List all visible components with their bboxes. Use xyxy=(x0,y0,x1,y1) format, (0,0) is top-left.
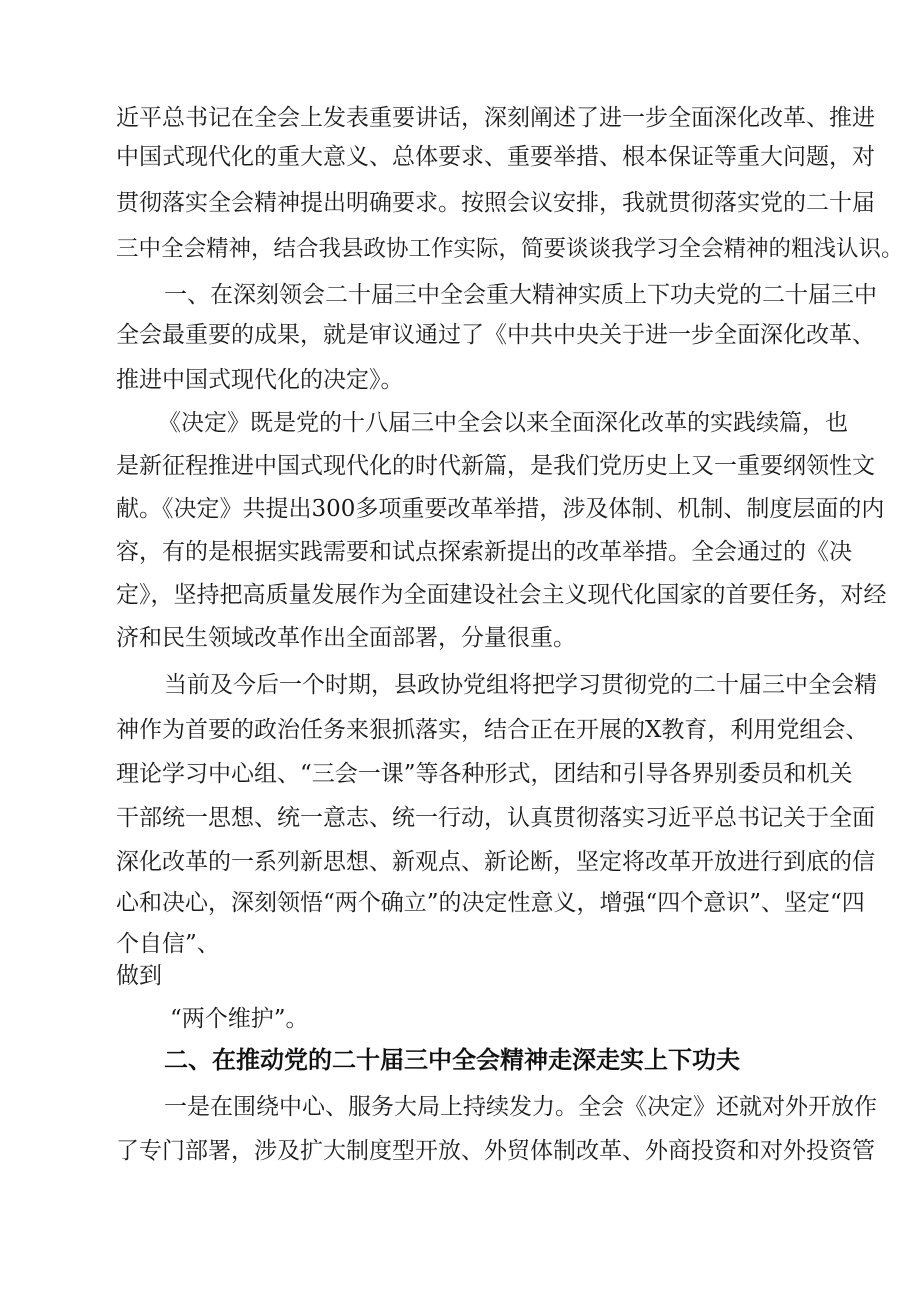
text-line: 一、在深刻领会二十届三中全会重大精神实质上下功夫党的二十届三中 xyxy=(164,282,877,308)
text-line: 中国式现代化的重大意义、总体要求、重要举措、根本保证等重大问题，对 xyxy=(116,144,875,170)
text-line: 是新征程推进中国式现代化的时代新篇，是我们党历史上又一重要纲领性文 xyxy=(116,453,875,479)
section-heading: 二、在推动党的二十届三中全会精神走深走实上下功夫 xyxy=(164,1046,740,1074)
text-line: 理论学习中心组、“三会一课”等各种形式，团结和引导各界别委员和机关 xyxy=(116,761,853,787)
text-line: 济和民生领域改革作出全面部署，分量很重。 xyxy=(116,625,576,651)
text-line: 《决定》既是党的十八届三中全会以来全面深化改革的实践续篇，也 xyxy=(158,410,848,436)
text-line: 近平总书记在全会上发表重要讲话，深刻阐述了进一步全面深化改革、推进 xyxy=(116,105,875,131)
text-line: 个自信”、 xyxy=(116,931,220,957)
text-line: “两个维护”。 xyxy=(170,1006,309,1032)
text-line: 了专门部署，涉及扩大制度型开放、外贸体制改革、外商投资和对外投资管 xyxy=(116,1138,875,1164)
text-line: 干部统一思想、统一意志、统一行动，认真贯彻落实习近平总书记关于全面 xyxy=(116,805,875,831)
text-line: 一是在围绕中心、服务大局上持续发力。全会《决定》还就对外开放作 xyxy=(164,1094,877,1120)
text-line: 全会最重要的成果，就是审议通过了《中共中央关于进一步全面深化改革、 xyxy=(116,322,875,348)
text-line: 深化改革的一系列新思想、新观点、新论断，坚定将改革开放进行到底的信 xyxy=(116,849,875,875)
text-line: 当前及今后一个时期，县政协党组将把学习贯彻党的二十届三中全会精 xyxy=(164,672,877,698)
text-line: 心和决心，深刻领悟“两个确立”的决定性意义，增强“四个意识”、坚定“四 xyxy=(116,890,865,916)
text-line: 神作为首要的政治任务来狠抓落实，结合正在开展的X教育，利用党组会、 xyxy=(116,717,869,743)
text-line: 三中全会精神，结合我县政协工作实际，简要谈谈我学习全会精神的粗浅认识。 xyxy=(116,236,904,262)
text-line: 推进中国式现代化的决定》。 xyxy=(116,367,404,393)
text-line: 容，有的是根据实践需要和试点探索新提出的改革举措。全会通过的《决 xyxy=(116,539,852,565)
text-line: 献。《决定》共提出300多项重要改革举措，涉及体制、机制、制度层面的内 xyxy=(116,496,885,522)
text-line: 定》，坚持把高质量发展作为全面建设社会主义现代化国家的首要任务，对经 xyxy=(116,582,887,608)
text-line: 做到 xyxy=(116,963,162,989)
text-line: 贯彻落实全会精神提出明确要求。按照会议安排，我就贯彻落实党的二十届 xyxy=(116,190,875,216)
